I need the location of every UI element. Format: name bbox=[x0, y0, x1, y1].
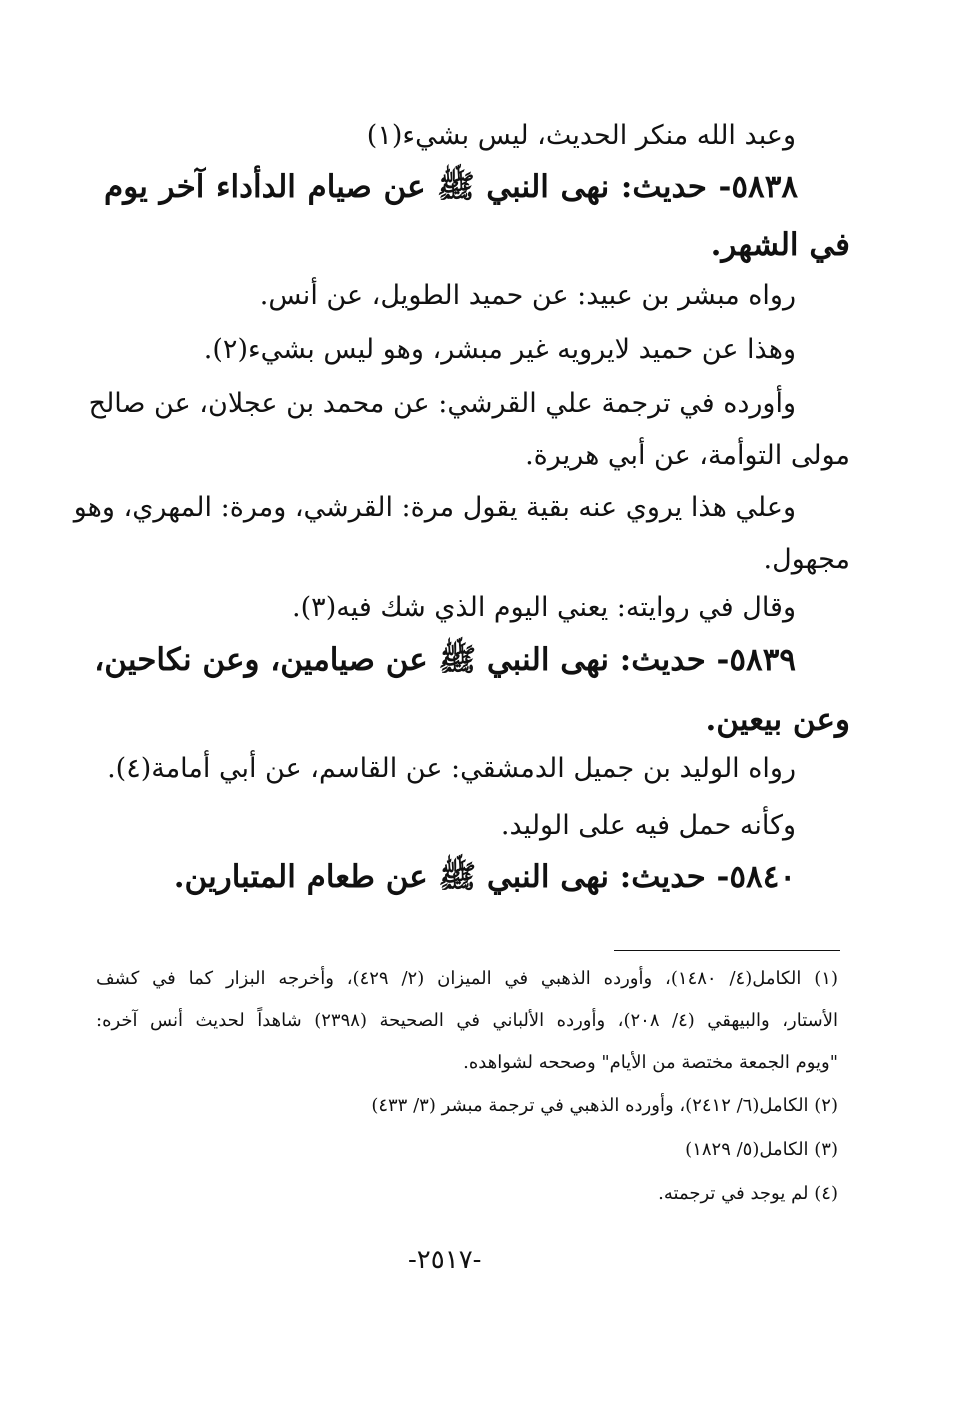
footnote-1-line-2: الأستار، والبيهقي (٤/ ٢٠٨)، وأورده الألباني في الصحيحة (٢٣٩٨) شاهداً لحديث أنس آخره: bbox=[96, 1010, 838, 1031]
text-line-8: وعلي هذا يروي عنه بقية يقول مرة: القرشي، ومرة: المهري، وهو bbox=[73, 492, 796, 523]
footnote-3: (٣) الكامل(٥/ ١٨٢٩) bbox=[685, 1139, 838, 1160]
text-line-6: وأورده في ترجمة علي القرشي: عن محمد بن عجلان، عن صالح bbox=[88, 388, 796, 419]
footnote-1-line-3: "ويوم الجمعة مختصة من الأيام" وصححه لشواهده. bbox=[463, 1052, 838, 1073]
footnote-1-line-1: (١) الكامل(٤/ ١٤٨٠)، وأورده الذهبي في الميزان (٢/ ٤٢٩)، وأخرجه البزار كما في كشف bbox=[96, 968, 838, 989]
text-line-9: مجهول. bbox=[763, 544, 850, 575]
hadith-heading-5838-cont: في الشهر. bbox=[710, 227, 850, 263]
page-number: -٢٥١٧- bbox=[408, 1245, 482, 1275]
text-line-7: مولى التوأمة، عن أبي هريرة. bbox=[525, 440, 850, 471]
text-line-14: وكأنه حمل فيه على الوليد. bbox=[500, 810, 796, 841]
text-line-13: رواه الوليد بن جميل الدمشقي: عن القاسم، عن أبي أمامة(٤). bbox=[107, 753, 796, 784]
text-line-5: وهذا عن حميد لايرويه غير مبشر، وهو ليس بشيء(٢). bbox=[203, 334, 796, 365]
hadith-heading-5840: ٥٨٤٠- حديث: نهى النبي ﷺ عن طعام المتبارين. bbox=[173, 859, 796, 895]
hadith-heading-5839: ٥٨٣٩- حديث: نهى النبي ﷺ عن صيامين، وعن نكاحين، bbox=[94, 642, 796, 678]
hadith-heading-5839-cont: وعن بيعين. bbox=[705, 702, 850, 738]
footnote-separator bbox=[614, 950, 840, 951]
text-line-1: وعبد الله منكر الحديث، ليس بشيء(١) bbox=[366, 120, 796, 151]
hadith-heading-5838: ٥٨٣٨- حديث: نهى النبي ﷺ عن صيام الدأداء آخر يوم bbox=[104, 169, 798, 205]
text-line-10: وقال في روايته: يعني اليوم الذي شك فيه(٣). bbox=[292, 592, 796, 623]
text-line-4: رواه مبشر بن عبيد: عن حميد الطويل، عن أنس. bbox=[259, 280, 796, 311]
footnote-4: (٤) لم يوجد في ترجمته. bbox=[658, 1183, 838, 1204]
footnote-2: (٢) الكامل(٦/ ٢٤١٢)، وأورده الذهبي في ترجمة مبشر (٣/ ٤٣٣) bbox=[371, 1095, 838, 1116]
